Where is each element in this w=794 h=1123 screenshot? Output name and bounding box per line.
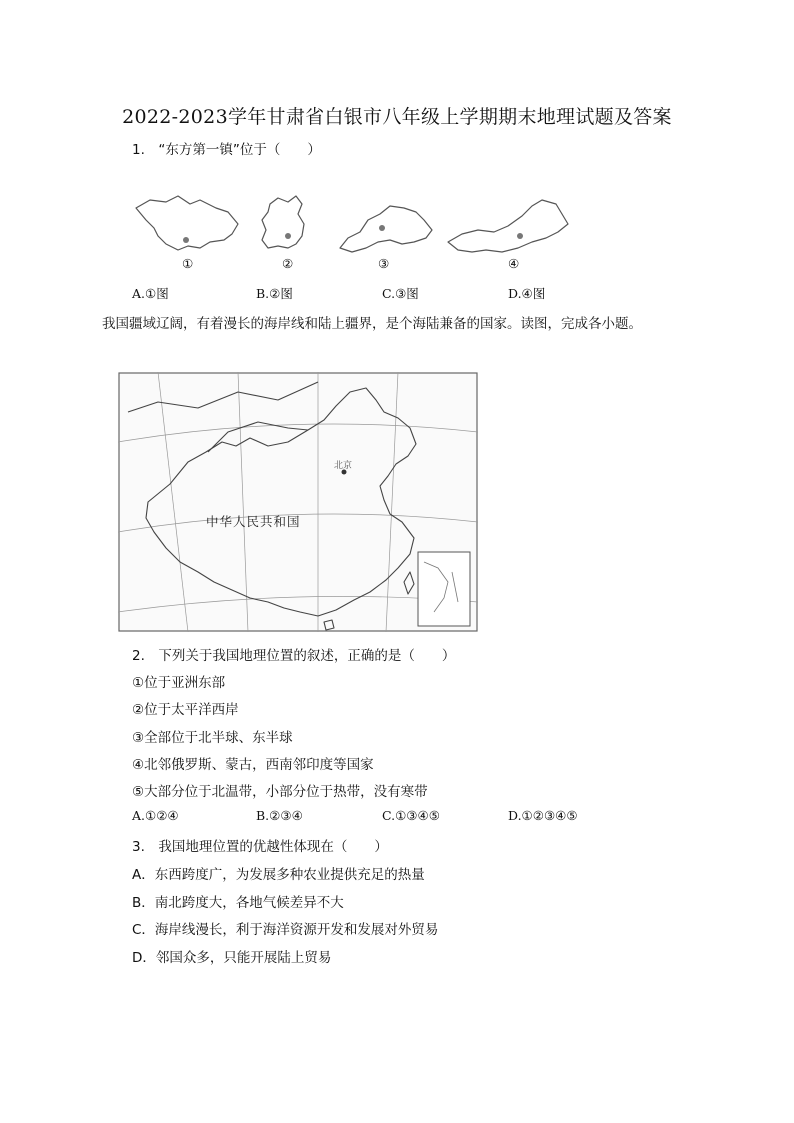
city-dot-2 xyxy=(285,233,291,239)
q2-statement-5: ⑤大部分位于北温带，小部分位于热带，没有寒带 xyxy=(132,784,428,800)
reading-intro: 我国疆域辽阔，有着漫长的海岸线和陆上疆界，是个海陆兼备的国家。读图，完成各小题。 xyxy=(102,316,642,332)
document-title: 2022-2023学年甘肃省白银市八年级上学期期末地理试题及答案 xyxy=(122,106,672,128)
q3-option-b: B．南北跨度大，各地气候差异不大 xyxy=(132,895,344,911)
q2-option-c: C.①③④⑤ xyxy=(382,808,440,823)
map-label-3: ③ xyxy=(378,256,390,271)
map-label-4: ④ xyxy=(508,256,520,271)
q2-statement-4: ④北邻俄罗斯、蒙古，西南邻印度等国家 xyxy=(132,757,374,773)
map-label-1: ① xyxy=(182,256,194,271)
china-location-map xyxy=(118,372,478,632)
question-1-stem: 1. “东方第一镇”位于（ ） xyxy=(132,142,321,158)
city-dot-1 xyxy=(183,237,189,243)
q1-option-a: A.①图 xyxy=(132,286,169,301)
q2-statement-1: ①位于亚洲东部 xyxy=(132,675,226,691)
province-map-3 xyxy=(340,206,432,252)
city-dot-3 xyxy=(379,225,385,231)
q1-option-d: D.④图 xyxy=(508,286,546,301)
province-map-2 xyxy=(262,196,304,248)
map-label-2: ② xyxy=(282,256,294,271)
province-map-4 xyxy=(448,200,568,252)
city-dot-4 xyxy=(517,233,523,239)
question-2-stem: 2. 下列关于我国地理位置的叙述，正确的是（ ） xyxy=(132,648,456,664)
q2-statement-2: ②位于太平洋西岸 xyxy=(132,702,239,718)
q2-option-a: A.①②④ xyxy=(132,808,179,823)
q2-option-b: B.②③④ xyxy=(256,808,303,823)
q1-option-b: B.②图 xyxy=(256,286,293,301)
q3-option-d: D．邻国众多，只能开展陆上贸易 xyxy=(132,950,332,966)
question-3-stem: 3. 我国地理位置的优越性体现在（ ） xyxy=(132,839,388,855)
beijing-label: 北京 xyxy=(334,461,353,471)
china-label: 中华人民共和国 xyxy=(206,514,301,529)
q3-option-c: C．海岸线漫长，利于海洋资源开发和发展对外贸易 xyxy=(132,922,439,938)
q1-option-c: C.③图 xyxy=(382,286,419,301)
q2-statement-3: ③全部位于北半球、东半球 xyxy=(132,730,293,746)
q3-option-a: A．东西跨度广，为发展多种农业提供充足的热量 xyxy=(132,867,425,883)
q2-option-d: D.①②③④⑤ xyxy=(508,808,578,823)
